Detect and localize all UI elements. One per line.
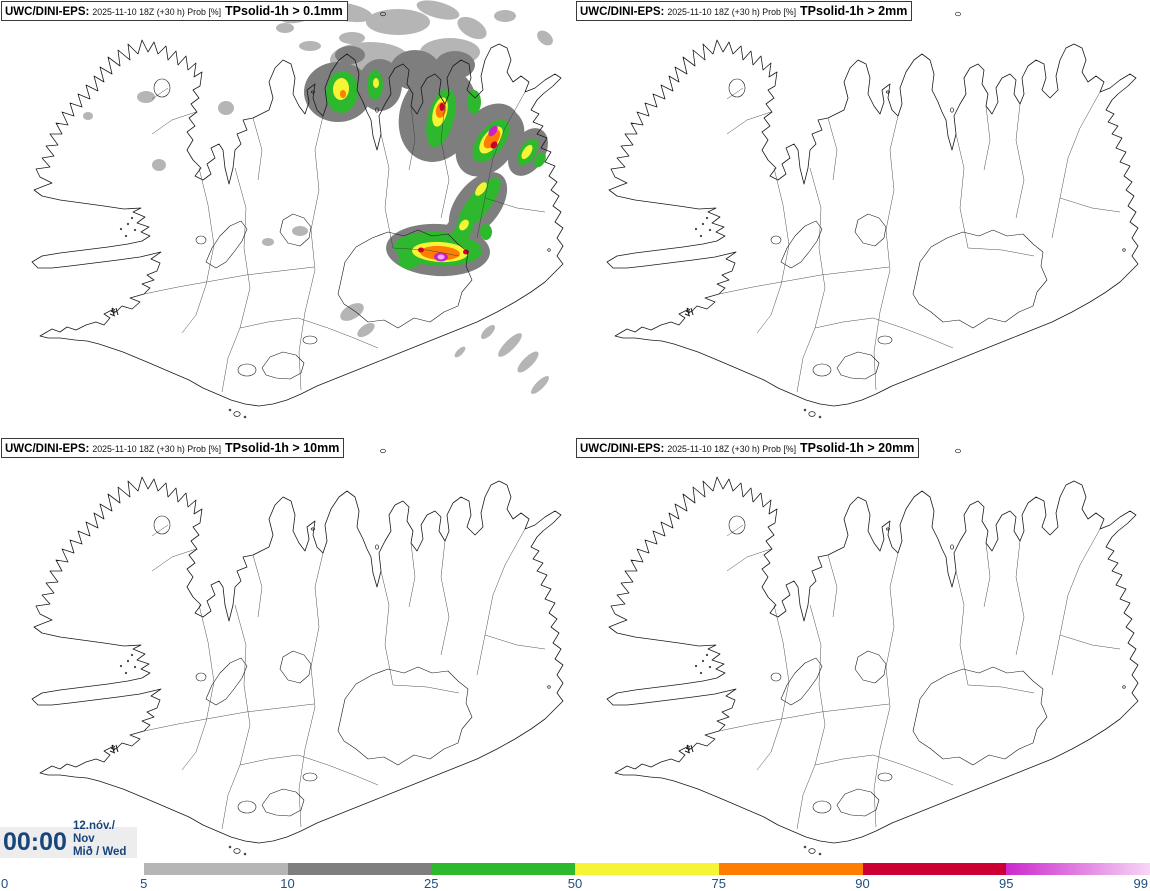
panel-tpsolid-20mm xyxy=(575,437,1150,874)
panel-title xyxy=(1,1,348,21)
colorbar-tick-label: 50 xyxy=(567,876,583,891)
colorbar-tick-label: 75 xyxy=(711,876,726,891)
variable-threshold: TPsolid-1h > 20mm xyxy=(800,441,915,455)
colorbar-tick-label: 90 xyxy=(855,876,870,891)
colorbar-segment xyxy=(575,863,719,875)
panel-title xyxy=(576,1,912,21)
iceland-map xyxy=(0,437,575,874)
panel-tpsolid-10mm xyxy=(0,437,575,874)
colorbar-tick-labels xyxy=(0,876,1150,891)
valid-date xyxy=(73,820,126,859)
colorbar-tick-label: 95 xyxy=(999,876,1014,891)
colorbar-segment xyxy=(1006,863,1150,875)
colorbar-tick-label: 25 xyxy=(424,876,439,891)
run-info: 2025-11-10 18Z (+30 h) Prob [%] xyxy=(667,444,797,454)
variable-threshold: TPsolid-1h > 2mm xyxy=(800,4,908,18)
valid-time-box xyxy=(0,820,137,858)
model-name: UWC/DINI-EPS xyxy=(5,6,86,18)
model-name: UWC/DINI-EPS xyxy=(580,443,661,455)
iceland-map-with-probability-shading xyxy=(0,0,575,437)
variable-threshold: TPsolid-1h > 10mm xyxy=(225,441,340,455)
colorbar-segment xyxy=(288,863,432,875)
panel-title xyxy=(576,438,919,458)
colorbar-segment xyxy=(719,863,863,875)
valid-time: 00:00 xyxy=(3,828,67,856)
run-info: 2025-11-10 18Z (+30 h) Prob [%] xyxy=(92,444,222,454)
colorbar-segment xyxy=(863,863,1007,875)
title-colon: : xyxy=(660,6,665,18)
colorbar-tick-label: 0 xyxy=(1,876,9,891)
variable-threshold: TPsolid-1h > 0.1mm xyxy=(225,4,343,18)
run-info: 2025-11-10 18Z (+30 h) Prob [%] xyxy=(92,7,222,17)
valid-date-line-3: Mið / Wed xyxy=(72,846,127,858)
colorbar-tick-label: 10 xyxy=(280,876,295,891)
title-colon: : xyxy=(85,6,90,18)
colorbar-segment xyxy=(0,863,144,875)
colorbar-segment xyxy=(144,863,288,875)
panel-title xyxy=(1,438,344,458)
title-colon: : xyxy=(660,443,665,455)
model-name: UWC/DINI-EPS xyxy=(5,443,86,455)
colorbar-segment xyxy=(431,863,575,875)
iceland-map xyxy=(575,0,1150,437)
run-info: 2025-11-10 18Z (+30 h) Prob [%] xyxy=(667,7,797,17)
probability-colorbar xyxy=(0,863,1150,891)
title-colon: : xyxy=(85,443,90,455)
panel-tpsolid-2mm xyxy=(575,0,1150,437)
iceland-map xyxy=(575,437,1150,874)
colorbar-segments xyxy=(0,863,1150,875)
model-name: UWC/DINI-EPS xyxy=(580,6,661,18)
panel-tpsolid-0p1mm xyxy=(0,0,575,437)
colorbar-tick-label: 99 xyxy=(1133,876,1148,891)
valid-date-line-2: Nov xyxy=(72,833,95,845)
valid-date-line-1: 12.nóv./ xyxy=(72,820,115,832)
colorbar-tick-label: 5 xyxy=(140,876,148,891)
